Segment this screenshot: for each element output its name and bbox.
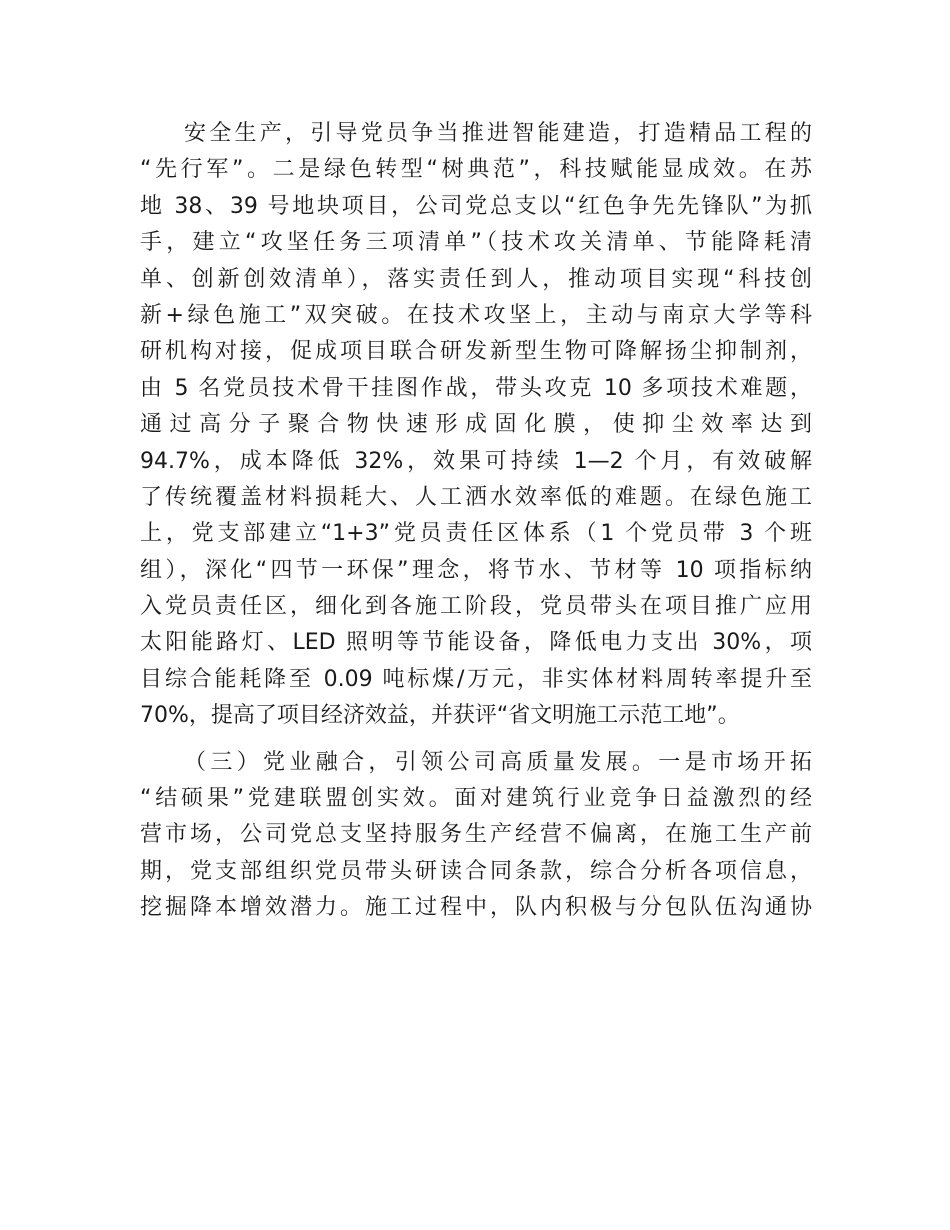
text-line: 新+绿色施工”双突破。在技术攻坚上，主动与南京大学等科 xyxy=(140,302,812,328)
text-line: 了传统覆盖材料损耗大、人工洒水效率低的难题。在绿色施工 xyxy=(140,484,812,510)
text-line: “结硕果”党建联盟创实效。面对建筑行业竞争日益激烈的经 xyxy=(140,786,812,812)
text-line: 70%，提高了项目经济效益，并获评“省文明施工示范工地”。 xyxy=(140,703,740,729)
text-line: 地 38、39 号地块项目，公司党总支以“红色争先先锋队”为抓 xyxy=(140,193,812,219)
paragraph-party-business-integration xyxy=(140,745,812,927)
text-line: 通过高分子聚合物快速形成固化膜，使抑尘效率达到 xyxy=(140,412,812,438)
text-line: 组），深化“四节一环保”理念，将节水、节材等 10 项指标纳 xyxy=(140,557,812,583)
text-line: “先行军”。二是绿色转型“树典范”，科技赋能显成效。在苏 xyxy=(140,157,812,183)
paragraph-green-transformation xyxy=(140,116,812,735)
text-line: 营市场，公司党总支坚持服务生产经营不偏离，在施工生产前 xyxy=(140,822,812,848)
text-line: 入党员责任区，细化到各施工阶段，党员带头在项目推广应用 xyxy=(140,594,812,620)
document-body xyxy=(140,116,812,927)
text-line: 单、创新创效清单），落实责任到人，推动项目实现“科技创 xyxy=(140,266,812,292)
text-line: （三）党业融合，引领公司高质量发展。一是市场开拓 xyxy=(184,749,812,775)
text-line: 由 5 名党员技术骨干挂图作战，带头攻克 10 多项技术难题， xyxy=(140,375,812,401)
paragraph-gap xyxy=(140,735,812,745)
text-line: 目综合能耗降至 0.09 吨标煤/万元，非实体材料周转率提升至 xyxy=(140,666,812,692)
text-line: 太阳能路灯、LED 照明等节能设备，降低电力支出 30%，项 xyxy=(140,630,812,656)
text-line: 94.7%，成本降低 32%，效果可持续 1—2 个月，有效破解 xyxy=(140,448,812,474)
text-line: 安全生产，引导党员争当推进智能建造，打造精品工程的 xyxy=(184,121,812,146)
text-line: 上，党支部建立“1+3”党员责任区体系（1 个党员带 3 个班 xyxy=(140,521,812,547)
text-line: 手，建立“攻坚任务三项清单”（技术攻关清单、节能降耗清 xyxy=(140,230,812,256)
text-line: 期，党支部组织党员带头研读合同条款，综合分析各项信息， xyxy=(140,858,812,884)
text-line: 研机构对接，促成项目联合研发新型生物可降解扬尘抑制剂， xyxy=(140,339,812,365)
text-line: 挖掘降本增效潜力。施工过程中，队内积极与分包队伍沟通协 xyxy=(140,895,812,921)
